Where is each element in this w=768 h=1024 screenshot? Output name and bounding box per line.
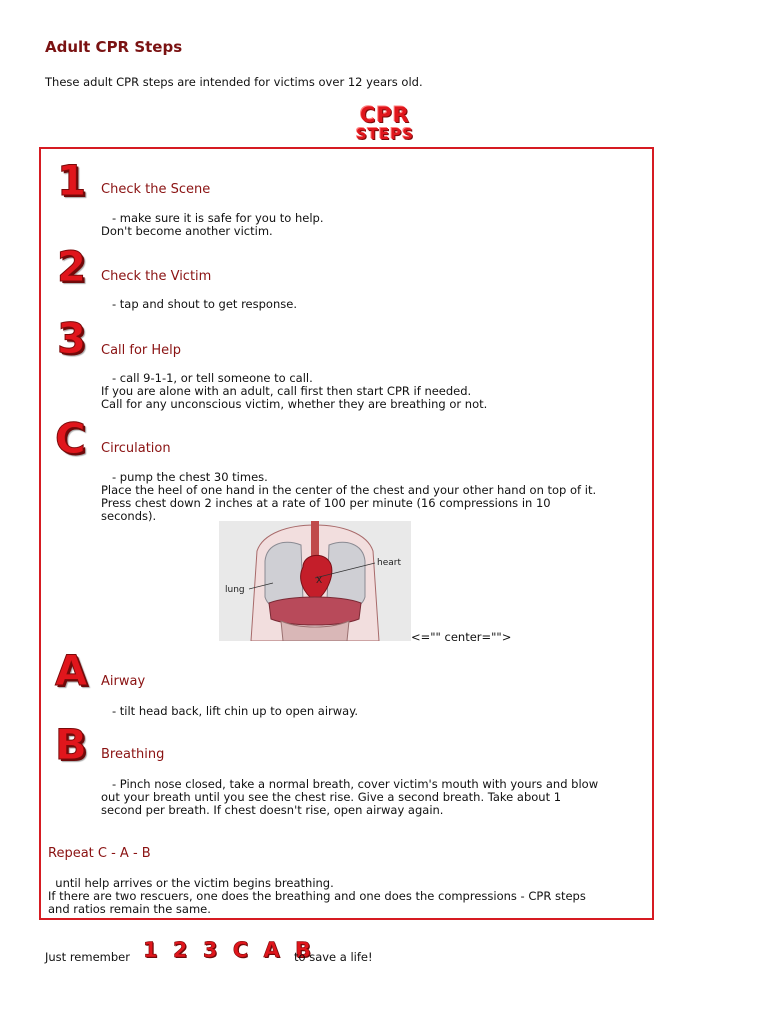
diagram-label-lung: lung <box>225 585 245 595</box>
repeat-text: until help arrives or the victim begins breathing. If there are two rescuers, one does the breathing and one does the compressions - CPR steps and ratios remain the same. <box>48 876 586 916</box>
step-title-check-victim: Check the Victim <box>101 269 212 284</box>
step-title-airway: Airway <box>101 674 146 689</box>
step-text-airway: - tilt head back, lift chin up to open airway. <box>101 704 359 718</box>
diagram-label-heart: heart <box>377 558 401 568</box>
step-text-circulation: - pump the chest 30 times. Place the heel of one hand in the center of the chest and your other hand on top of it. Press chest down 2 inches at a rate of 100 per minute (16 compressions in 10 seconds). <box>101 470 597 523</box>
chest-anatomy-image <box>219 521 411 641</box>
logo-line-1: CPR <box>360 103 410 127</box>
step-number-3: 3 <box>57 314 87 363</box>
step-text-breathing: - Pinch nose closed, take a normal breath, cover victim's mouth with yours and blow out your breath until you see the chest rise. Give a second breath. Take about 1 second per breath. If chest doesn't rise, open airway again. <box>101 777 599 817</box>
step-number-2: 2 <box>57 242 87 291</box>
step-title-circulation: Circulation <box>101 441 171 456</box>
cpr-steps-logo <box>348 104 422 148</box>
step-title-call-help: Call for Help <box>101 343 182 358</box>
step-letter-b: B <box>55 720 88 769</box>
step-text-check-victim: - tap and shout to get response. <box>101 297 297 311</box>
repeat-title: Repeat C - A - B <box>48 846 151 861</box>
footer-suffix: to save a life! <box>294 950 373 964</box>
step-letter-c: C <box>55 414 86 463</box>
mnemonic-graphic: 1 2 3 C A B <box>143 938 316 962</box>
step-title-breathing: Breathing <box>101 747 165 762</box>
broken-markup-text: <="" center=""> <box>411 630 512 644</box>
step-number-1: 1 <box>57 156 87 205</box>
step-title-check-scene: Check the Scene <box>101 182 211 197</box>
step-text-call-help: - call 9-1-1, or tell someone to call. If you are alone with an adult, call first then start CPR if needed. Call for any unconscious victim, whether they are breathing or not. <box>101 371 488 411</box>
intro-text: These adult CPR steps are intended for victims over 12 years old. <box>45 75 423 89</box>
diagram-mark-x: X <box>316 576 323 586</box>
page-title: Adult CPR Steps <box>45 38 183 56</box>
logo-line-2: STEPS <box>355 125 415 143</box>
step-letter-a: A <box>55 646 88 695</box>
footer-prefix: Just remember <box>45 950 130 964</box>
step-text-check-scene: - make sure it is safe for you to help. Don't become another victim. <box>101 211 324 238</box>
